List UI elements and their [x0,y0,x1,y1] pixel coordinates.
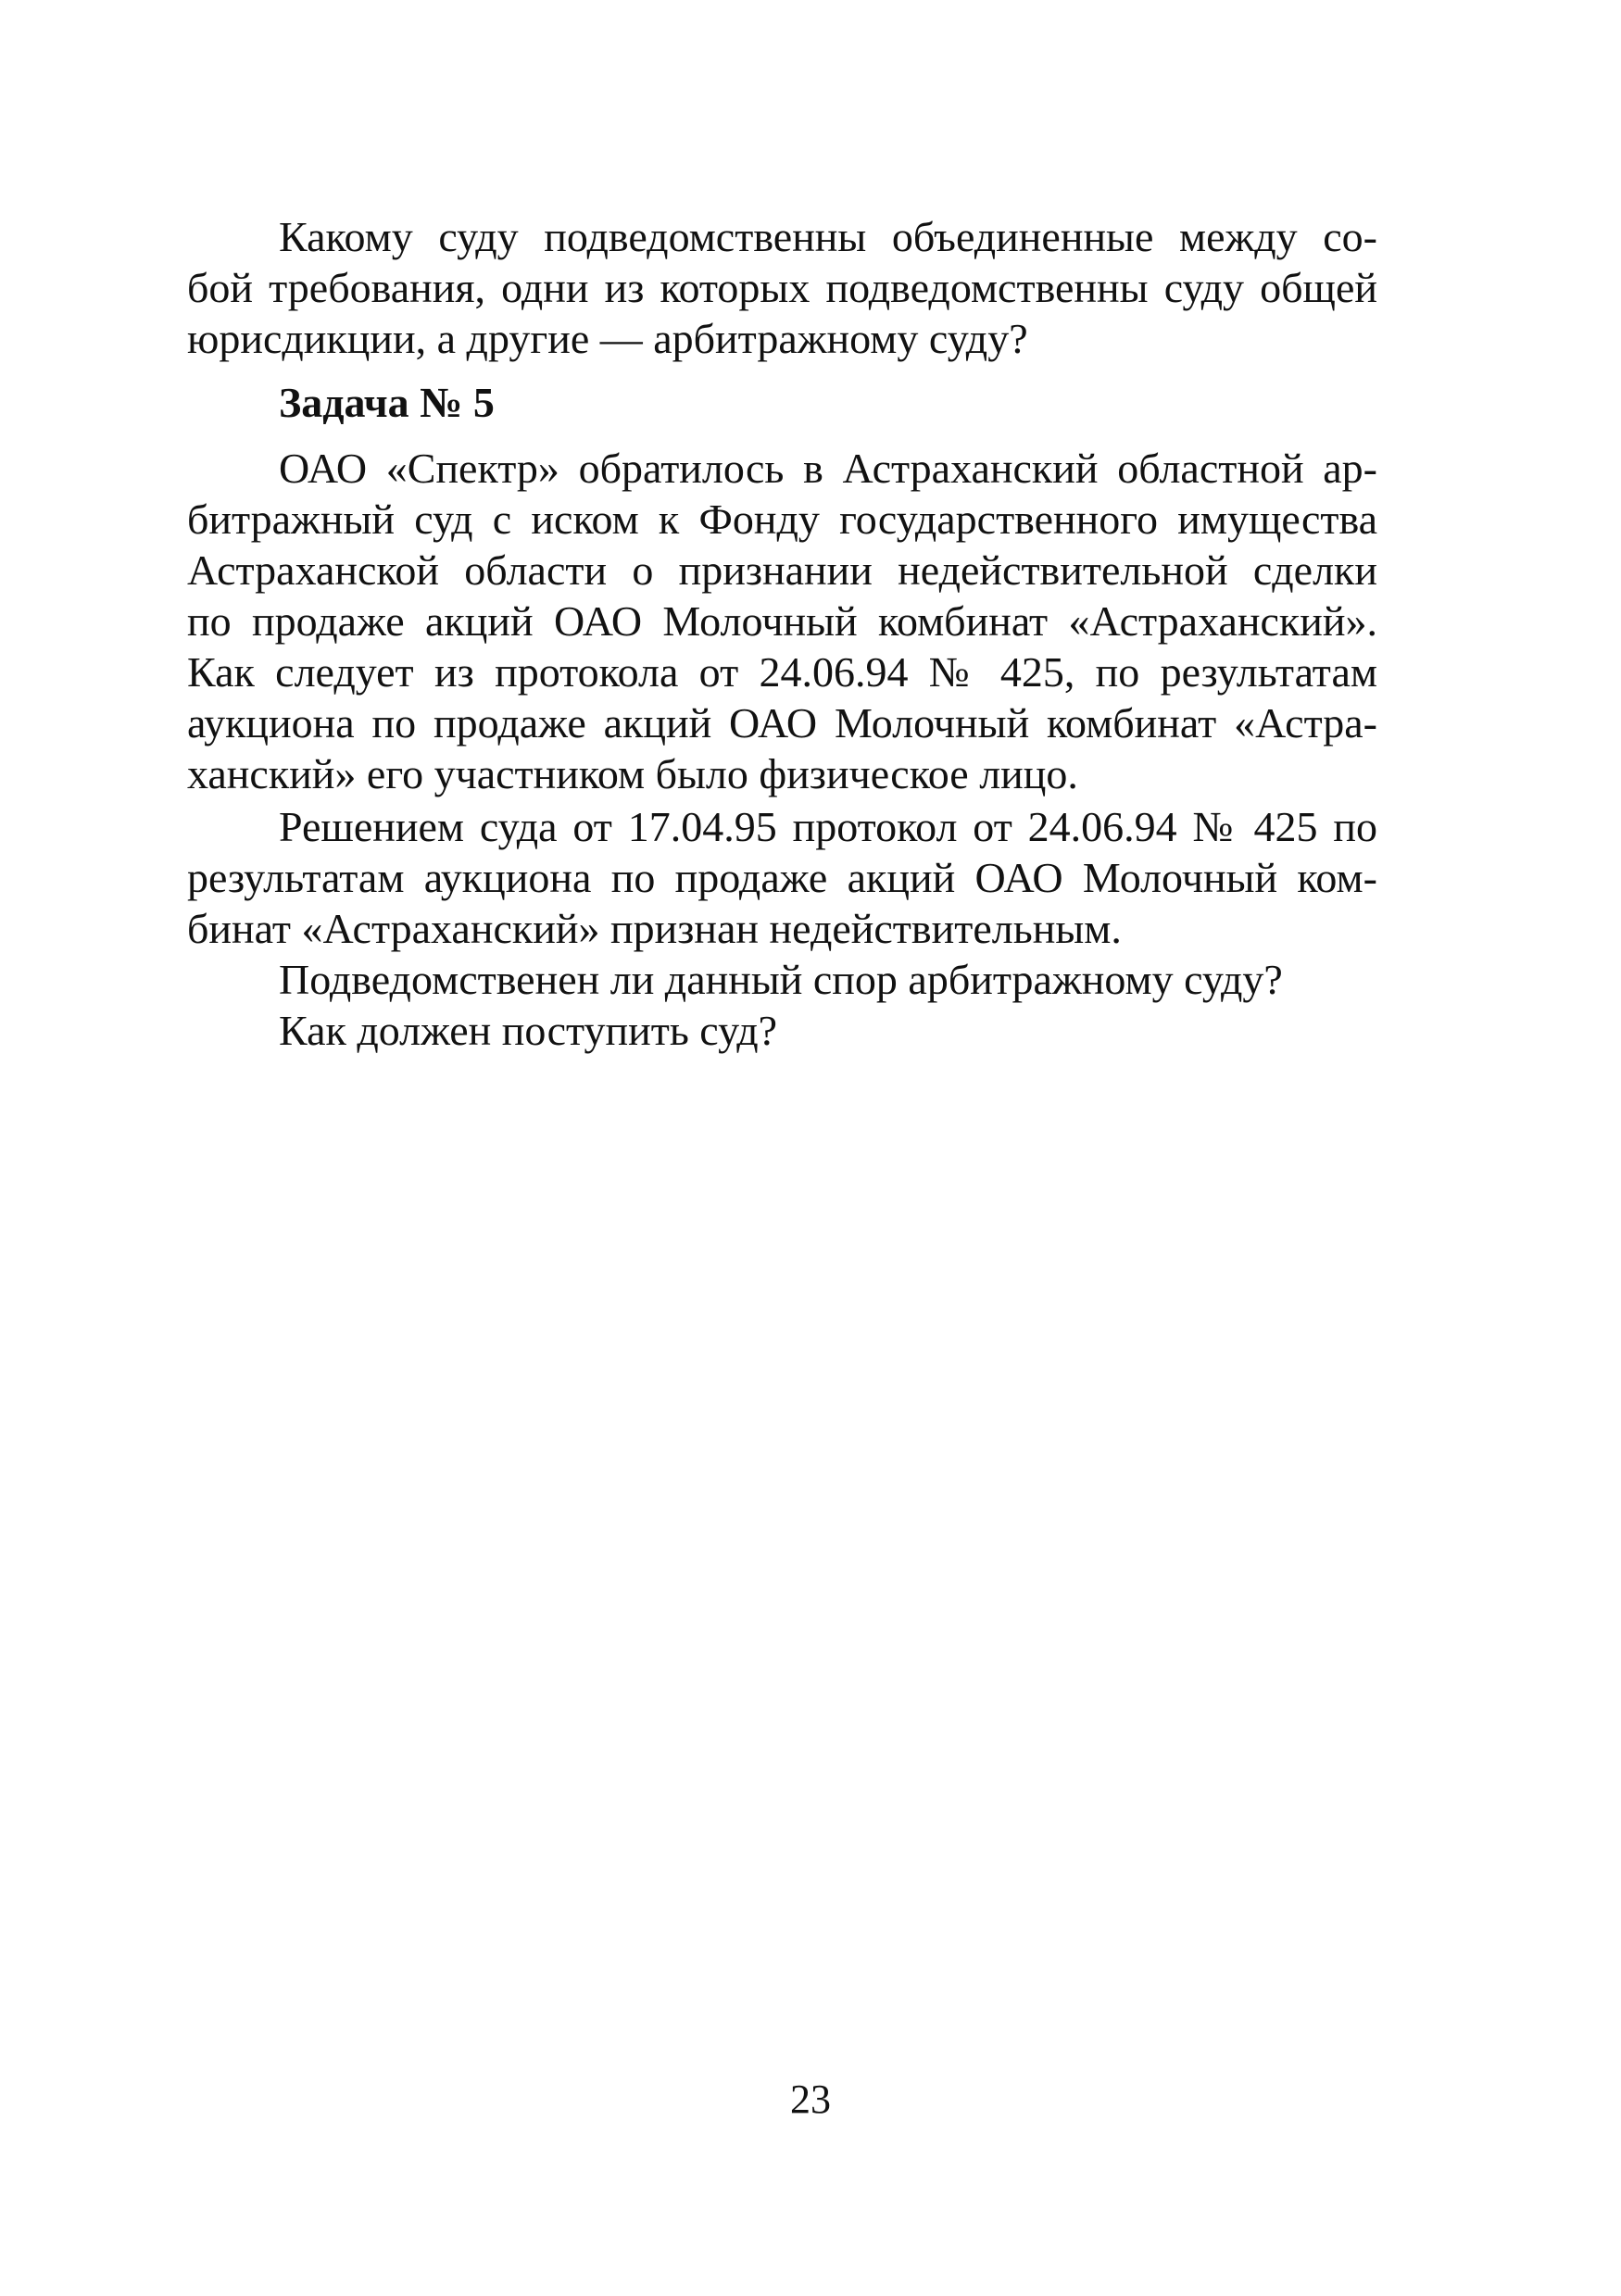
paragraph-line: бой требования, одни из которых подведомственны суду общей [187,264,1377,311]
case-paragraph [187,443,1377,799]
question-court-action: Как должен поступить суд? [279,1007,778,1054]
paragraph-line: результатам аукциона по продаже акций ОАО Молочный ком- [187,854,1377,901]
intro-paragraph [187,211,1377,364]
paragraph-line: Астраханской области о признании недействительной сделки [187,546,1377,594]
paragraph-line: бинат «Астраханский» признан недействительным. [187,905,1122,952]
paragraph-line: по продаже акций ОАО Молочный комбинат «Астраханский». [187,597,1377,645]
page-number: 23 [790,2076,831,2122]
paragraph-line: юрисдикции, а другие — арбитражному суду? [187,315,1028,362]
paragraph-line: Решением суда от 17.04.95 протокол от 24.06.94 № 425 по [279,803,1377,850]
paragraph-line: битражный суд с иском к Фонду государственного имущества [187,496,1377,543]
paragraph-line: ОАО «Спектр» обратилось в Астраханский областной ар- [279,445,1377,492]
paragraph-line: Какому суду подведомственны объединенные между со- [279,213,1377,260]
task-heading: Задача № 5 [279,379,495,426]
paragraph-line: Как следует из протокола от 24.06.94 № 425, по результатам [187,648,1377,696]
body-text [187,211,1377,1056]
question-arbitration: Подведомственен ли данный спор арбитражному суду? [279,956,1283,1003]
paragraph-line: ханский» его участником было физическое лицо. [187,750,1078,797]
decision-paragraph [187,801,1377,954]
paragraph-line: аукциона по продаже акций ОАО Молочный комбинат «Астра- [187,699,1377,747]
